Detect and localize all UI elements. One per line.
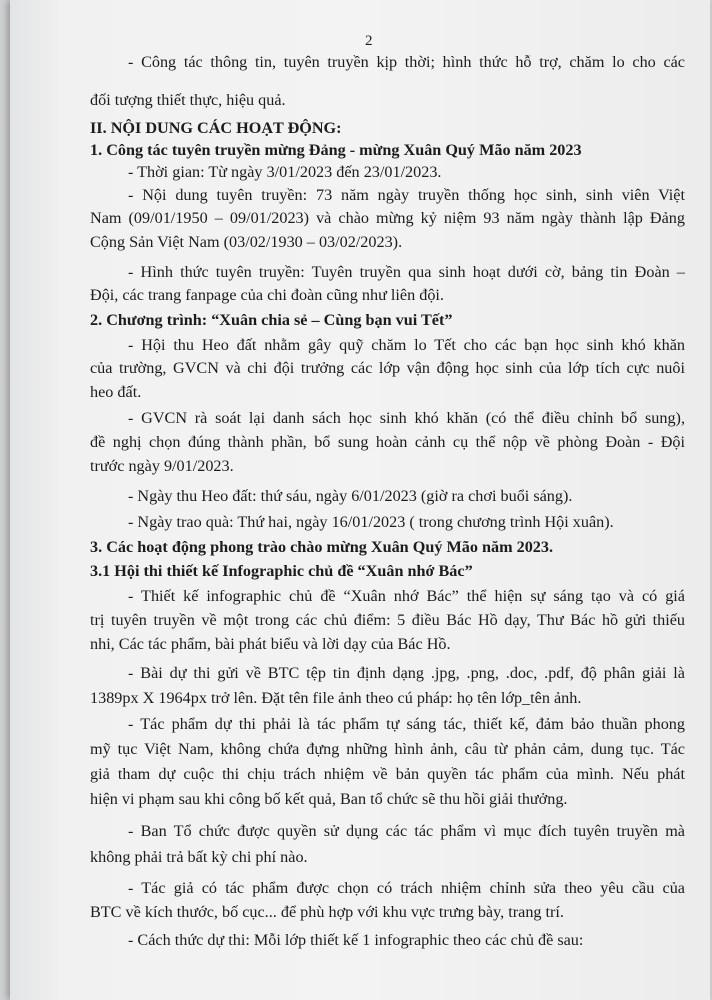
- text-line: mỹ tục Việt Nam, không chứa đựng những hình ảnh, câu từ phản cảm, dung tục. Tác: [90, 740, 685, 758]
- text-line: - Tác phẩm dự thi phải là tác phẩm tự sáng tác, thiết kế, đảm bảo thuần phong: [128, 715, 685, 733]
- text-line: - Bài dự thi gửi về BTC tệp tin định dạng .jpg, .png, .doc, .pdf, độ phân giải là: [128, 664, 685, 682]
- text-line: - Thiết kế infographic chủ đề “Xuân nhớ Bác” thể hiện sự sáng tạo và có giá: [128, 587, 685, 605]
- text-line: heo đất.: [90, 383, 142, 401]
- text-line: - Tác giả có tác phẩm được chọn có trách nhiệm chỉnh sửa theo yêu cầu của: [128, 879, 685, 897]
- text-line: 1389px X 1964px trở lên. Đặt tên file ảnh theo cú pháp: họ tên lớp_tên ảnh.: [90, 689, 582, 707]
- text-line: - GVCN rà soát lại danh sách học sinh khó khăn (có thể điều chỉnh bổ sung),: [128, 409, 685, 427]
- text-line: nhi, Các tác phẩm, bài phát biểu và lời dạy của Bác Hồ.: [90, 635, 451, 653]
- subsection-heading: 3.1 Hội thi thiết kế Infographic chủ đề “Xuân nhớ Bác”: [90, 562, 473, 580]
- text-line: trước ngày 9/01/2023.: [90, 457, 234, 475]
- text-line: BTC về kích thước, bố cục... để phù hợp với khu vực trưng bày, trang trí.: [90, 903, 564, 921]
- text-line: - Công tác thông tin, tuyên truyền kịp thời; hình thức hỗ trợ, chăm lo cho các: [128, 53, 685, 71]
- text-line: của trường, GVCN và chi đội trưởng các lớp vận động học sinh của lớp tích cực nuôi: [90, 359, 685, 377]
- text-line: - Ban Tổ chức được quyền sử dụng các tác phẩm vì mục đích tuyên truyền mà: [128, 822, 685, 840]
- text-line: Cộng Sản Việt Nam (03/02/1930 – 03/02/2023).: [90, 233, 403, 251]
- subsection-heading: 1. Công tác tuyên truyền mừng Đảng - mừng Xuân Quý Mão năm 2023: [90, 141, 582, 159]
- text-line: - Thời gian: Từ ngày 3/01/2023 đến 23/01/2023.: [128, 163, 442, 181]
- text-line: - Ngày trao quà: Thứ hai, ngày 16/01/2023 ( trong chương trình Hội xuân).: [128, 513, 614, 531]
- text-line: - Hình thức tuyên truyền: Tuyên truyền qua sinh hoạt dưới cờ, bảng tin Đoàn –: [128, 263, 685, 281]
- text-line: hiện vi phạm sau khi công bố kết quả, Ban tổ chức sẽ thu hồi giải thưởng.: [90, 790, 568, 808]
- subsection-heading: 3. Các hoạt động phong trào chào mừng Xuân Quý Mão năm 2023.: [90, 538, 554, 556]
- text-line: - Nội dung tuyên truyền: 73 năm ngày truyền thống học sinh, sinh viên Việt: [128, 186, 685, 204]
- text-line: Đội, các trang fanpage của chi đoàn cũng như liên đội.: [90, 286, 444, 304]
- text-line: đề nghị chọn đúng thành phần, bổ sung hoàn cảnh cụ thể nộp về phòng Đoàn - Đội: [90, 433, 685, 451]
- text-line: không phải trả bất kỳ chi phí nào.: [90, 848, 308, 866]
- text-line: - Ngày thu Heo đất: thứ sáu, ngày 6/01/2023 (giờ ra chơi buổi sáng).: [128, 487, 573, 505]
- document-page: [10, 0, 710, 1000]
- page-number: 2: [365, 33, 373, 49]
- section-heading: II. NỘI DUNG CÁC HOẠT ĐỘNG:: [90, 119, 342, 137]
- text-line: trị tuyên truyền về một trong các chủ điểm: 5 điều Bác Hồ dạy, Thư Bác hồ gửi thiếu: [90, 611, 685, 629]
- text-line: Nam (09/01/1950 – 09/01/2023) và chào mừng kỷ niệm 93 năm ngày thành lập Đảng: [90, 209, 685, 227]
- text-line: giả tham dự cuộc thi chịu trách nhiệm về bản quyền tác phẩm của mình. Nếu phát: [90, 765, 685, 783]
- text-line: - Hội thu Heo đất nhằm gây quỹ chăm lo Tết cho các bạn học sinh khó khăn: [128, 336, 685, 354]
- text-line: - Cách thức dự thi: Mỗi lớp thiết kế 1 infographic theo các chủ đề sau:: [128, 931, 584, 949]
- text-line: đối tượng thiết thực, hiệu quả.: [90, 91, 286, 109]
- subsection-heading: 2. Chương trình: “Xuân chia sẻ – Cùng bạn vui Tết”: [90, 311, 453, 329]
